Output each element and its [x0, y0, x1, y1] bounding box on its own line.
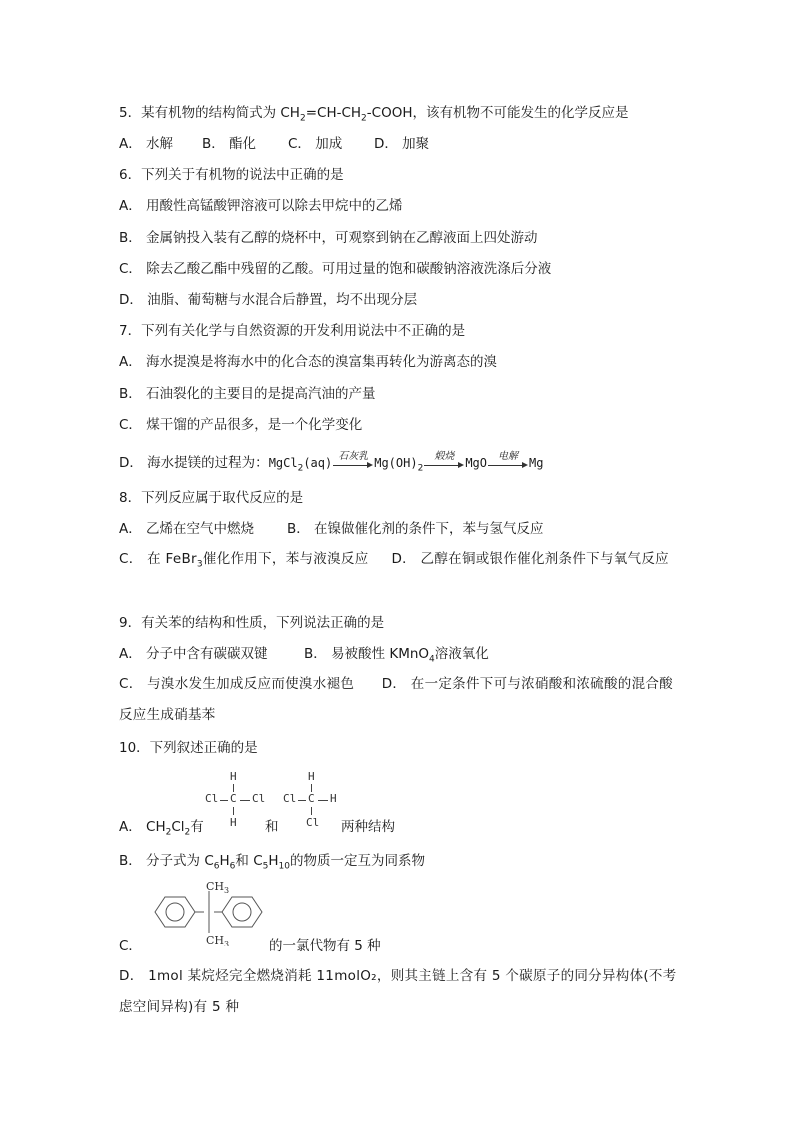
q7-option-c: C． 煤干馏的产品很多，是一个化学变化	[119, 417, 363, 433]
q10-option-a: A． $CH_2Cl_2$有 和 两种结构	[119, 819, 395, 838]
q7-option-a: A． 海水提溴是将海水中的化合态的溴富集再转化为游离态的溴	[119, 354, 498, 370]
q10-option-d: D． 1mol 某烷烃完全燃烧消耗 11molO₂，则其主链上含有 5 个碳原子的同分异构体(不考虑空间异构)有 5 种	[119, 968, 677, 1015]
methyl-bottom-label: $CH_3$	[206, 934, 230, 946]
q5-option-d: D． 加聚	[374, 136, 430, 152]
q8-stem: 8．下列反应属于取代反应的是	[119, 490, 304, 506]
diphenyl-dimethylmethane-structure	[145, 878, 275, 946]
q7-option-b: B． 石油裂化的主要目的是提高汽油的产量	[119, 386, 376, 402]
q8-option-c: C． 在 FeBr$_3$催化作用下，苯与液溴反应	[119, 551, 369, 570]
q8-option-d: D． 乙醇在铜或银作催化剂条件下与氧气反应	[391, 551, 669, 567]
q9-stem: 9．有关苯的结构和性质，下列说法正确的是	[119, 615, 385, 631]
q9-options-cd	[119, 669, 682, 731]
q8-options-cd	[119, 544, 682, 581]
q9-option-c: C． 与溴水发生加成反应而使溴水褪色	[119, 676, 355, 692]
q10-option-c: C． 的一氯代物有 5 种	[119, 938, 381, 954]
q9-option-b: B． 易被酸性 KMnO$_4$溶液氧化	[304, 646, 489, 665]
q5-option-a: A． 水解	[119, 136, 174, 152]
q10-stem: 10．下列叙述正确的是	[119, 740, 258, 756]
methyl-top-label: $CH_3$	[206, 880, 230, 895]
reaction-arrow: 煅烧	[424, 454, 464, 472]
q5-option-c: C． 加成	[288, 136, 343, 152]
dichloromethane-structure-2: H Cl C H Cl	[283, 770, 337, 829]
reaction-arrow: 石灰乳	[333, 454, 373, 472]
q6-option-c: C． 除去乙酸乙酯中残留的乙酸。可用过量的饱和碳酸钠溶液洗涤后分液	[119, 261, 552, 277]
q5-options	[119, 135, 694, 153]
reaction-arrow: 电解	[488, 454, 528, 472]
dichloromethane-structure-1: H Cl C Cl H	[205, 770, 266, 829]
q8-option-a: A． 乙烯在空气中燃烧	[119, 521, 255, 537]
q5-option-b: B． 酯化	[202, 136, 257, 152]
q6-option-b: B． 金属钠投入装有乙醇的烧杯中，可观察到钠在乙醇液面上四处游动	[119, 230, 538, 246]
q9-option-a: A． 分子中含有碳碳双键	[119, 646, 268, 662]
q6-stem: 6．下列关于有机物的说法中正确的是	[119, 167, 344, 183]
q7-stem: 7．下列有关化学与自然资源的开发利用说法中不正确的是	[119, 323, 466, 339]
q10-option-b: B． 分子式为 $C_6H_6$和 $C_5H_{10}$的物质一定互为同系物	[119, 853, 425, 872]
q8-options-ab	[119, 520, 694, 538]
q6-option-d: D． 油脂、葡萄糖与水混合后静置，均不出现分层	[119, 292, 418, 308]
q5-stem: 5．某有机物的结构简式为 $CH_2=CH-CH_2$-COOH，该有机物不可能发生的化学反应是	[119, 105, 629, 124]
q6-option-a: A． 用酸性高锰酸钾溶液可以除去甲烷中的乙烯	[119, 198, 403, 214]
q9-option-d: D． 在一定条件下可与浓硝酸和浓硫酸的混合酸反应生成硝基苯	[119, 676, 673, 723]
q9-options-ab	[119, 645, 694, 669]
q8-option-b: B． 在镍做催化剂的条件下，苯与氢气反应	[287, 521, 544, 537]
q7-option-d: D． 海水提镁的过程为：MgCl$_2$(aq) 石灰乳 $Mg(OH)_2$ 煅烧 MgO 电解 Mg	[119, 451, 544, 474]
